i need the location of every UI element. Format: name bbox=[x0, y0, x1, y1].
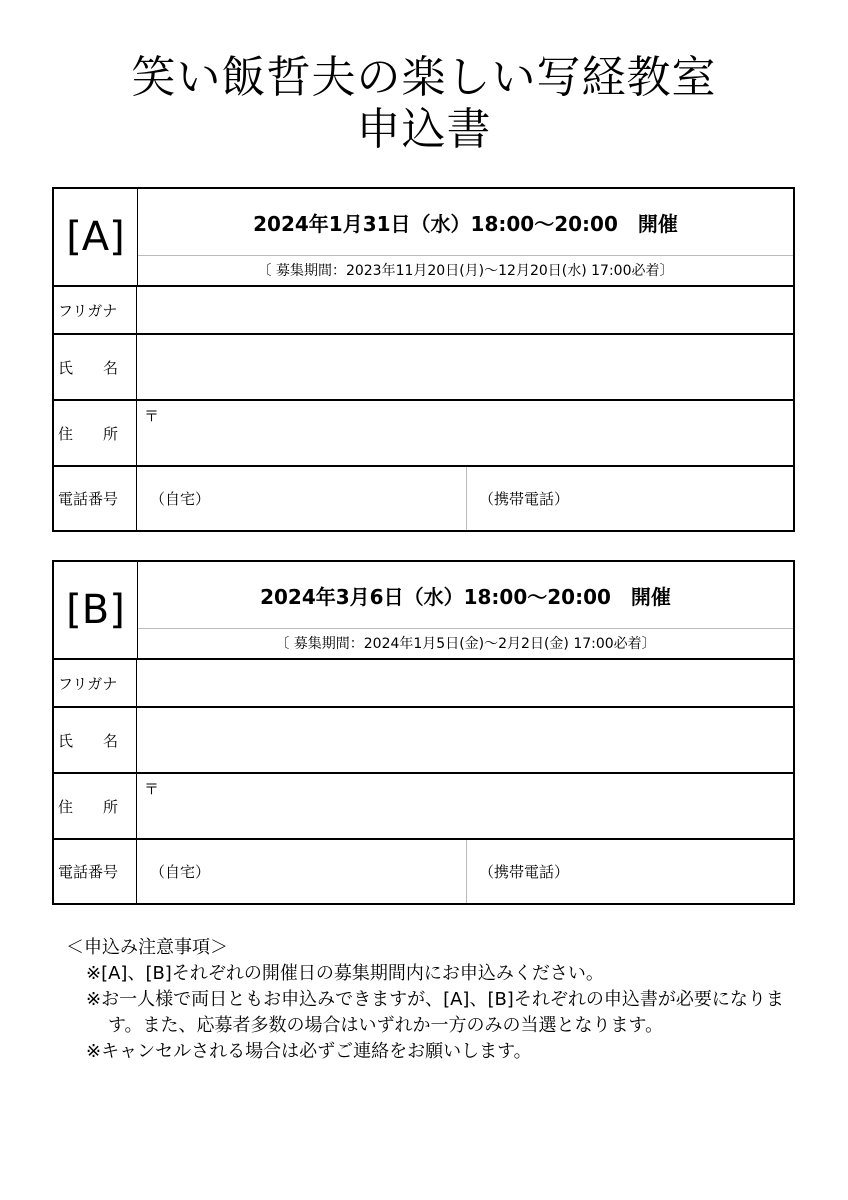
name-field[interactable] bbox=[138, 335, 793, 399]
name-label: 氏 名 bbox=[54, 335, 137, 399]
notes-section bbox=[66, 935, 806, 1065]
name-row bbox=[54, 335, 793, 401]
phone-label: 電話番号 bbox=[54, 840, 137, 903]
address-label: 住 所 bbox=[54, 774, 137, 838]
phone-label: 電話番号 bbox=[54, 467, 137, 530]
address-row bbox=[54, 774, 793, 840]
address-field[interactable] bbox=[138, 774, 793, 838]
application-form-a bbox=[52, 187, 795, 532]
notes-heading: ＜申込み注意事項＞ bbox=[66, 937, 228, 958]
name-label: 氏 名 bbox=[54, 708, 137, 772]
address-row bbox=[54, 401, 793, 467]
note-item: ※キャンセルされる場合は必ずご連絡をお願いします。 bbox=[86, 1041, 532, 1062]
home-phone-label: （自宅） bbox=[150, 863, 211, 881]
event-date: 2024年1月31日（水）18:00～20:00 開催 bbox=[138, 189, 793, 256]
mobile-phone-label: （携帯電話） bbox=[479, 490, 570, 508]
home-phone-label: （自宅） bbox=[150, 490, 211, 508]
furigana-field[interactable] bbox=[138, 660, 793, 706]
page-subtitle: 申込書 bbox=[356, 104, 492, 155]
furigana-label: フリガナ bbox=[54, 287, 137, 333]
furigana-row bbox=[54, 660, 793, 708]
furigana-row bbox=[54, 287, 793, 335]
application-period: 〔 募集期間：2023年11月20日(月)～12月20日(水) 17:00必着〕 bbox=[257, 263, 674, 279]
mobile-phone-label: （携帯電話） bbox=[479, 863, 570, 881]
postal-mark: 〒 bbox=[144, 780, 160, 798]
address-label: 住 所 bbox=[54, 401, 137, 465]
address-field[interactable] bbox=[138, 401, 793, 465]
form-header bbox=[54, 189, 793, 287]
note-item: ※[A]、[B]それぞれの開催日の募集期間内にお申込みください。 bbox=[86, 963, 604, 984]
form-header bbox=[54, 562, 793, 660]
phone-fields bbox=[138, 840, 793, 903]
name-row bbox=[54, 708, 793, 774]
mobile-phone-field[interactable] bbox=[467, 840, 793, 903]
phone-row bbox=[54, 467, 793, 530]
application-period: 〔 募集期間：2024年1月5日(金)～2月2日(金) 17:00必着〕 bbox=[275, 636, 656, 652]
home-phone-field[interactable] bbox=[138, 840, 467, 903]
event-date: 2024年3月6日（水）18:00～20:00 開催 bbox=[138, 562, 793, 629]
page-title: 笑い飯哲夫の楽しい写経教室 bbox=[131, 52, 717, 103]
home-phone-field[interactable] bbox=[138, 467, 467, 530]
note-item: ※お一人様で両日ともお申込みできますが、[A]、[B]それぞれの申込書が必要になります。また、応募者多数の場合はいずれか一方のみの当選となります。 bbox=[86, 989, 784, 1036]
phone-fields bbox=[138, 467, 793, 530]
application-form-b bbox=[52, 560, 795, 905]
phone-row bbox=[54, 840, 793, 903]
form-code: [A] bbox=[54, 189, 138, 285]
form-code: [B] bbox=[54, 562, 138, 658]
mobile-phone-field[interactable] bbox=[467, 467, 793, 530]
furigana-label: フリガナ bbox=[54, 660, 137, 706]
name-field[interactable] bbox=[138, 708, 793, 772]
furigana-field[interactable] bbox=[138, 287, 793, 333]
postal-mark: 〒 bbox=[144, 407, 160, 425]
